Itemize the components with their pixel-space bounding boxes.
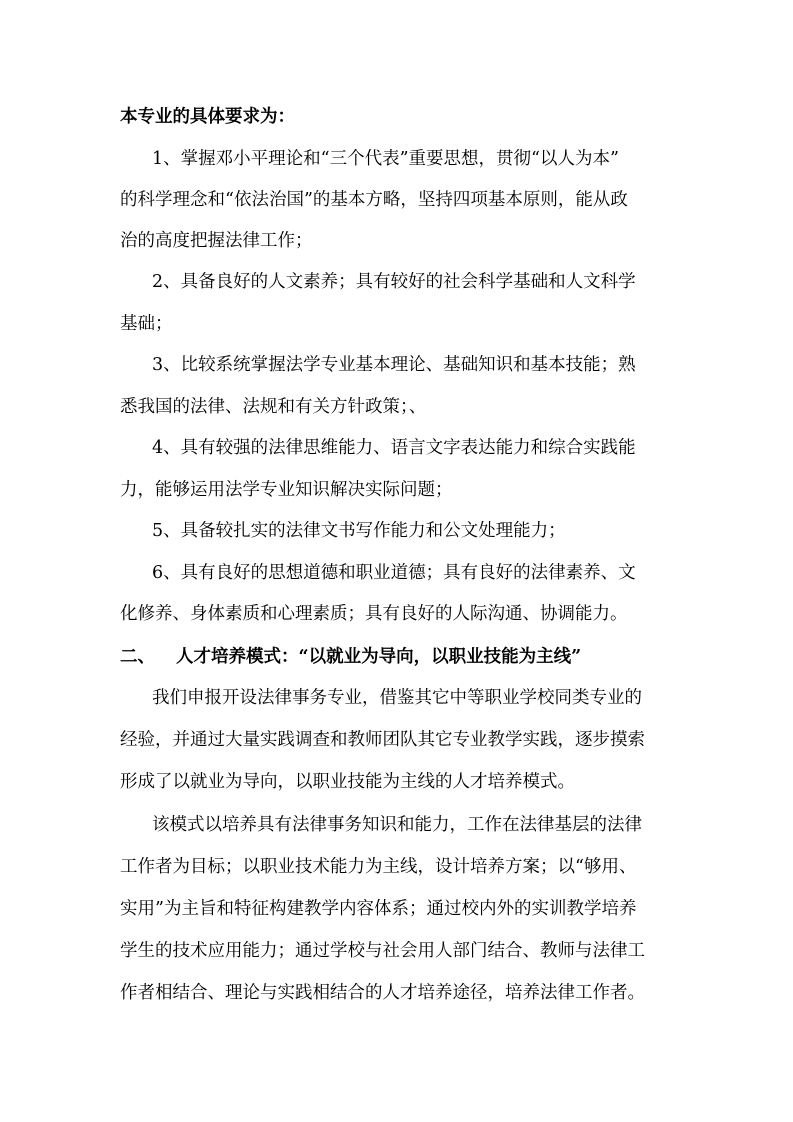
- requirement-1-line-2: 的科学理念和“依法治国”的基本方略，坚持四项基本原则，能从政: [120, 190, 628, 210]
- requirement-3-line-2: 悉我国的法律、法规和有关方针政策；、: [120, 397, 427, 417]
- paragraph-1-line-1: 我们申报开设法律事务专业，借鉴其它中等职业学校同类专业的: [152, 688, 642, 708]
- paragraph-1-line-2: 经验，并通过大量实践调查和教师团队其它专业教学实践，逐步摸索: [120, 730, 645, 750]
- requirement-5-line-1: 5、具备较扎实的法律文书写作能力和公文处理能力；: [152, 521, 566, 541]
- requirement-2-line-1: 2、具备良好的人文素养；具有较好的社会科学基础和人文科学: [152, 272, 636, 292]
- paragraph-2-line-5: 作者相结合、理论与实践相结合的人才培养途径，培养法律工作者。: [120, 983, 645, 1003]
- requirement-4-line-2: 力，能够运用法学专业知识解决实际问题；: [120, 480, 453, 500]
- requirement-3-line-1: 3、比较系统掌握法学专业基本理论、基础知识和基本技能；熟: [152, 355, 636, 375]
- paragraph-2-line-4: 学生的技术应用能力；通过学校与社会用人部门结合、教师与法律工: [120, 941, 645, 961]
- section-2-number: 二、: [120, 647, 155, 667]
- paragraph-1-line-3: 形成了以就业为导向，以职业技能为主线的人才培养模式。: [120, 772, 575, 792]
- paragraph-2-line-3: 实用”为主旨和特征构建教学内容体系；通过校内外的实训教学培养: [120, 899, 637, 919]
- paragraph-2-line-1: 该模式以培养具有法律事务知识和能力，工作在法律基层的法律: [152, 815, 642, 835]
- paragraph-2-line-2: 工作者为目标；以职业技术能力为主线，设计培养方案；以“够用、: [120, 857, 637, 877]
- requirement-1-line-3: 治的高度把握法律工作；: [120, 231, 313, 251]
- requirement-1-line-1: 1、掌握邓小平理论和“三个代表”重要思想，贯彻“以人为本”: [152, 149, 619, 169]
- requirement-4-line-1: 4、具有较强的法律思维能力、语言文字表达能力和综合实践能: [152, 438, 636, 458]
- requirement-6-line-2: 化修养、身体素质和心理素质；具有良好的人际沟通、协调能力。: [120, 604, 628, 624]
- requirement-2-line-2: 基础；: [120, 314, 173, 334]
- requirements-heading: 本专业的具体要求为：: [120, 107, 295, 127]
- section-2-title: 人才培养模式：“以就业为导向，以职业技能为主线”: [176, 647, 582, 667]
- requirement-6-line-1: 6、具有良好的思想道德和职业道德；具有良好的法律素养、文: [152, 563, 636, 583]
